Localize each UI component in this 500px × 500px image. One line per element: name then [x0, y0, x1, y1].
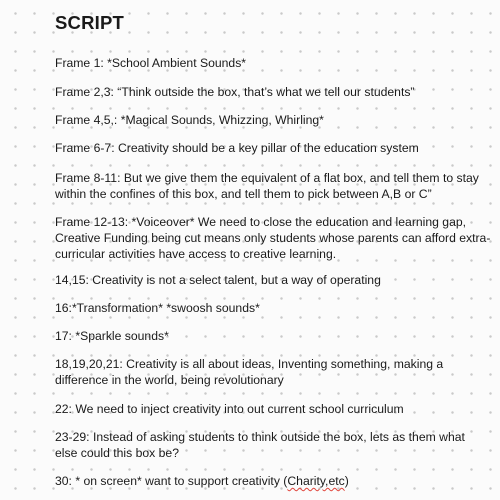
spellcheck-flagged-word[interactable]: Charity,etc [287, 474, 345, 488]
script-line-frame-8-11: Frame 8-11: But we give them the equivalent of a flat box, and tell them to stay [55, 171, 479, 185]
script-line-30-text: 30: * on screen* want to support creativity ( [55, 474, 288, 488]
script-line-30-end: ) [344, 474, 349, 488]
script-line-18-21: 18,19,20,21: Creativity is all about ideas, Inventing something, making a [55, 357, 444, 371]
script-line-frame-12-13-cont2: curricular activities have access to creative learning. [55, 247, 337, 261]
script-line-frame-12-13-cont: Creative Funding being cut means only students whose parents can afford extra- [55, 231, 491, 245]
script-line-17: 17: *Sparkle sounds* [55, 329, 169, 343]
page-title: SCRIPT [55, 12, 125, 33]
script-line-30 [55, 473, 475, 489]
script-line-23-29: 23-29: Instead of asking students to think outside the box, lets as them what [55, 430, 465, 444]
script-line-frame-6-7: Frame 6-7: Creativity should be a key pillar of the education system [55, 141, 419, 155]
script-line-23-29-cont: else could this box be? [55, 446, 179, 460]
script-line-16: 16:*Transformation* *swoosh sounds* [55, 301, 260, 315]
script-line-frame-1: Frame 1: *School Ambient Sounds* [55, 56, 247, 70]
script-line-18-21-cont: difference in the world, being revolutionary [55, 373, 284, 387]
script-line-frame-4-5: Frame 4,5,: *Magical Sounds, Whizzing, Whirling* [55, 113, 324, 127]
script-line-14-15: 14,15: Creativity is not a select talent, but a way of operating [55, 273, 381, 287]
script-line-frame-8-11-cont: within the confines of this box, and tell them to pick between A,B or C” [55, 187, 432, 201]
script-line-22: 22: We need to inject creativity into out current school curriculum [55, 402, 404, 416]
script-line-frame-12-13: Frame 12-13: *Voiceover* We need to close the education and learning gap, [55, 215, 467, 229]
script-line-frame-2-3: Frame 2,3: “Think outside the box, that’s what we tell our students” [55, 85, 415, 99]
